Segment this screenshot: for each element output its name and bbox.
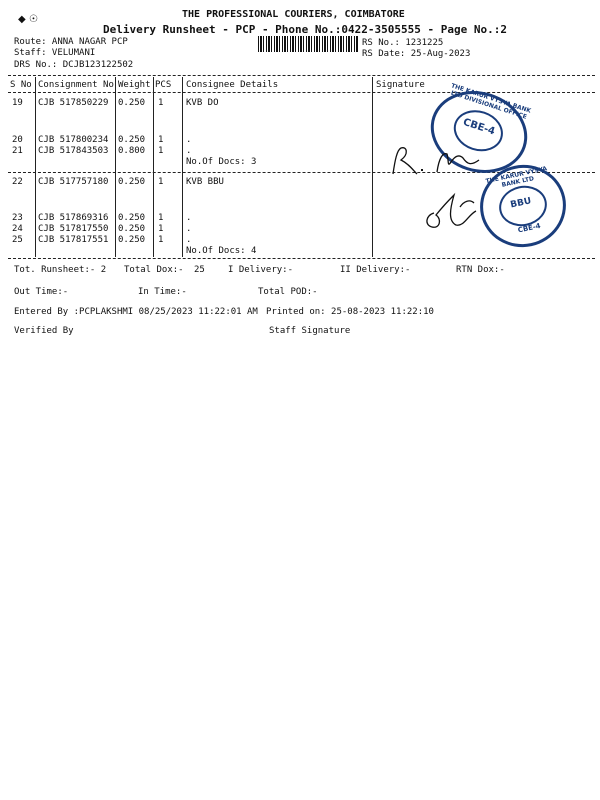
- stamp2-outer-text: THE KARUR VYSYA BANK LTD: [485, 165, 548, 189]
- header-sno: S No: [10, 80, 32, 90]
- stamp2-bottom-text: CBE-4: [517, 221, 542, 235]
- table-top-rule: [8, 75, 595, 76]
- staff-label: Staff: VELUMANI: [14, 48, 96, 58]
- row-weight: 0.250: [118, 224, 146, 234]
- row-pcs: 1: [158, 177, 164, 187]
- row-weight: 0.800: [118, 146, 146, 156]
- header-pcs: PCS: [155, 80, 172, 90]
- row-consignment: CJB 517850229: [38, 98, 109, 108]
- row-weight: 0.250: [118, 98, 146, 108]
- stamp1-outer-text: THE KARUR VYSYA BANK LTD DIVISIONAL OFFICE: [449, 82, 532, 121]
- entered-by: Entered By :PCPLAKSHMI 08/25/2023 11:22:01 AM: [14, 307, 258, 317]
- header-consignee: Consignee Details: [186, 80, 279, 90]
- drs-number: DRS No.: DCJB123122502: [14, 60, 134, 70]
- total-dox-value: 25: [194, 265, 205, 275]
- ii-delivery: II Delivery:-: [340, 265, 411, 275]
- row-consignment: CJB 517869316: [38, 213, 109, 223]
- i-delivery: I Delivery:-: [228, 265, 294, 275]
- row-consignment: CJB 517817550: [38, 224, 109, 234]
- row-sno: 25: [12, 235, 23, 245]
- route-label: Route: ANNA NAGAR PCP: [14, 37, 128, 47]
- row-consignment: CJB 517843503: [38, 146, 109, 156]
- docs-count-group2: No.Of Docs: 4: [186, 246, 257, 256]
- rtn-dox: RTN Dox:-: [456, 265, 505, 275]
- company-name: THE PROFESSIONAL COURIERS, COIMBATORE: [182, 9, 405, 20]
- col-divider: [153, 77, 154, 257]
- row-consignee: .: [186, 235, 192, 245]
- stamp1-center-text: CBE-4: [461, 116, 497, 138]
- row-pcs: 1: [158, 146, 164, 156]
- row-consignment: CJB 517800234: [38, 135, 109, 145]
- col-divider: [115, 77, 116, 257]
- handwritten-signature-1: [385, 140, 485, 182]
- row-pcs: 1: [158, 213, 164, 223]
- row-consignee: .: [186, 224, 192, 234]
- row-sno: 23: [12, 213, 23, 223]
- row-sno: 24: [12, 224, 23, 234]
- col-divider: [182, 77, 183, 257]
- row-weight: 0.250: [118, 177, 146, 187]
- row-pcs: 1: [158, 235, 164, 245]
- row-consignment: CJB 517817551: [38, 235, 109, 245]
- row-weight: 0.250: [118, 235, 146, 245]
- courier-logo-icon: ◆ ☉: [18, 14, 38, 25]
- row-weight: 0.250: [118, 213, 146, 223]
- row-consignee: KVB DO: [186, 98, 219, 108]
- row-consignment: CJB 517757180: [38, 177, 109, 187]
- row-pcs: 1: [158, 98, 164, 108]
- total-runsheet: Tot. Runsheet:- 2: [14, 265, 107, 275]
- docs-count-group1: No.Of Docs: 3: [186, 157, 257, 167]
- row-sno: 21: [12, 146, 23, 156]
- row-consignee: .: [186, 135, 192, 145]
- header-weight: Weight: [118, 80, 151, 90]
- row-consignee: .: [186, 146, 192, 156]
- row-sno: 20: [12, 135, 23, 145]
- total-pod: Total POD:-: [258, 287, 318, 297]
- row-pcs: 1: [158, 135, 164, 145]
- header-signature: Signature: [376, 80, 425, 90]
- table-header-rule: [8, 92, 595, 93]
- total-dox-label: Total Dox:-: [124, 265, 184, 275]
- table-bottom-rule: [8, 258, 595, 259]
- staff-signature-label: Staff Signature: [269, 326, 351, 336]
- rs-number: RS No.: 1231225: [362, 38, 444, 48]
- handwritten-signature-2: [420, 185, 490, 235]
- row-pcs: 1: [158, 224, 164, 234]
- verified-by: Verified By: [14, 326, 74, 336]
- row-sno: 22: [12, 177, 23, 187]
- row-weight: 0.250: [118, 135, 146, 145]
- stamp2-center-text: BBU: [509, 196, 533, 211]
- runsheet-title: Delivery Runsheet - PCP - Phone No.:0422-3505555 - Page No.:2: [103, 23, 507, 36]
- runsheet-barcode: [258, 36, 358, 52]
- col-divider: [372, 77, 373, 257]
- in-time: In Time:-: [138, 287, 187, 297]
- printed-on: Printed on: 25-08-2023 11:22:10: [266, 307, 434, 317]
- row-sno: 19: [12, 98, 23, 108]
- header-consignment: Consignment No: [38, 80, 114, 90]
- col-divider: [35, 77, 36, 257]
- row-consignee: KVB BBU: [186, 177, 224, 187]
- rs-date: RS Date: 25-Aug-2023: [362, 49, 471, 59]
- row-consignee: .: [186, 213, 192, 223]
- out-time: Out Time:-: [14, 287, 69, 297]
